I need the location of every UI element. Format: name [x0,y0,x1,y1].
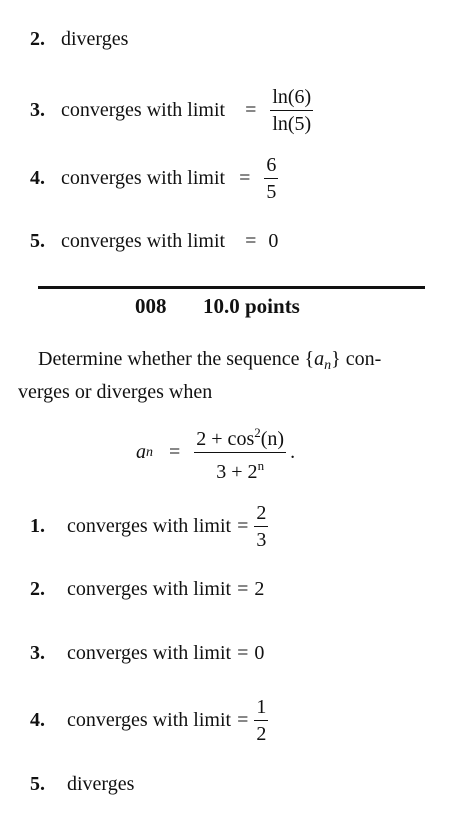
choice-number: 2. [30,28,45,50]
choice-text: converges with limit [61,99,226,122]
numerator-post: (n) [260,428,285,450]
choice-2[interactable] [30,578,264,601]
choice-number: 2. [30,578,45,600]
choice-number: 3. [30,99,45,122]
fraction-numerator: ln(6) [272,86,312,108]
prev-choice-5 [30,230,278,253]
limit-value: 0 [268,230,279,252]
choice-number: 4. [30,709,45,732]
formula-lhs-subscript: n [146,444,153,460]
numerator-pre: 2 + cos [196,428,255,450]
prev-choice-3 [30,84,313,137]
limit-value: 0 [254,642,265,664]
choice-text: converges with limit [67,642,232,664]
equals-sign: = [239,167,251,190]
equals-sign: = [245,230,257,252]
choice-text: converges with limit [61,230,226,252]
equals-sign: = [237,578,249,600]
equals-sign: = [169,441,181,464]
choice-text: diverges [61,28,129,50]
prompt-subscript: n [324,358,332,373]
fraction [254,694,268,747]
denominator-exponent: n [257,458,265,474]
prompt-text-start: Determine whether the sequence { [38,348,315,370]
fraction-denominator: 5 [266,181,277,204]
prev-choice-2 [30,28,128,51]
choice-5[interactable] [30,773,134,796]
formula-fraction [194,420,286,485]
choice-text: converges with limit [67,709,232,732]
choice-number: 3. [30,642,45,664]
choice-4[interactable] [30,694,268,747]
equals-sign: = [237,642,249,664]
choice-text: converges with limit [67,515,232,538]
formula-denominator [214,453,266,485]
question-prompt [18,346,448,406]
prompt-variable: a [314,348,325,370]
equals-sign: = [245,99,257,122]
denominator-pre: 3 + 2 [216,461,258,484]
fraction-numerator: 2 [256,502,267,524]
question-id: 008 [135,294,167,318]
question-points: 10.0 points [203,294,300,318]
equals-sign: = [237,709,249,732]
choice-number: 5. [30,773,45,795]
sequence-formula [136,420,295,485]
prev-choice-4 [30,152,278,205]
fraction-numerator: 1 [256,696,267,718]
choice-text: converges with limit [67,578,232,600]
choice-text: converges with limit [61,167,226,190]
fraction-denominator: 2 [256,723,267,746]
choice-number: 4. [30,167,45,190]
fraction [264,152,278,205]
formula-period: . [290,441,296,464]
fraction-numerator: 6 [266,154,277,176]
choice-text: diverges [67,773,135,795]
formula-numerator [194,420,286,452]
fraction [270,84,313,137]
choice-number: 1. [30,515,45,538]
choice-1[interactable] [30,500,268,553]
fraction-denominator: ln(5) [272,113,312,136]
prompt-text-mid: } con- [331,348,382,370]
equals-sign: = [237,515,249,538]
question-divider [38,286,425,289]
limit-value: 2 [254,578,265,600]
fraction [254,500,268,553]
choice-3[interactable] [30,642,264,665]
prompt-text-line2: verges or diverges when [18,381,213,403]
fraction-denominator: 3 [256,529,267,552]
formula-lhs-variable: a [136,441,146,464]
numerator-exponent: 2 [254,425,261,440]
choice-number: 5. [30,230,45,252]
